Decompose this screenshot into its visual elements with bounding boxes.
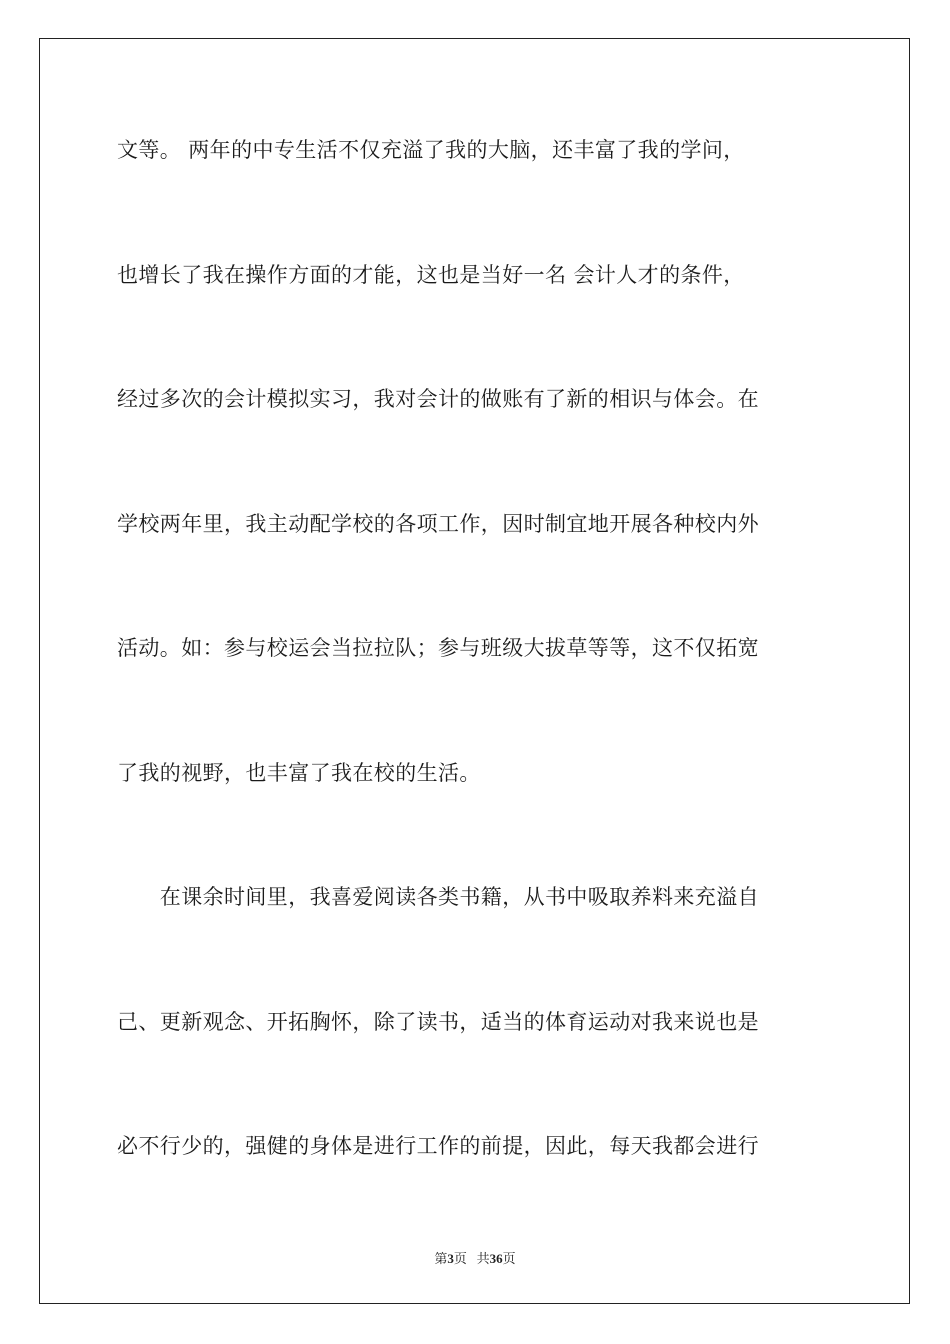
text-line: 也增长了我在操作方面的才能，这也是当好一名 会计人才的条件，: [117, 263, 745, 287]
page-prefix: 第: [434, 1251, 448, 1266]
page-suffix: 页: [453, 1251, 467, 1266]
text-line: 经过多次的会计模拟实习，我对会计的做账有了新的相识与体会。在: [117, 387, 759, 411]
text-line: 学校两年里，我主动配学校的各项工作，因时制宜地开展各种校内外: [117, 512, 759, 536]
text-line: 了我的视野，也丰富了我在校的生活。: [117, 761, 481, 785]
page-footer: [0, 1248, 950, 1267]
text-line: 文等。 两年的中专生活不仅充溢了我的大脑，还丰富了我的学问，: [117, 138, 745, 162]
text-line: 必不行少的，强健的身体是进行工作的前提，因此，每天我都会进行: [117, 1134, 759, 1158]
total-suffix: 页: [502, 1251, 516, 1266]
text-line: 己、更新观念、开拓胸怀，除了读书，适当的体育运动对我来说也是: [117, 1010, 759, 1034]
total-pages: 36: [489, 1251, 503, 1266]
total-prefix: 共: [476, 1251, 490, 1266]
text-line: 在课余时间里，我喜爱阅读各类书籍，从书中吸取养料来充溢自: [117, 885, 759, 909]
page-number: 3: [447, 1251, 454, 1266]
page-border: [39, 38, 910, 1304]
text-line: 活动。如：参与校运会当拉拉队；参与班级大拔草等等，这不仅拓宽: [117, 636, 759, 660]
